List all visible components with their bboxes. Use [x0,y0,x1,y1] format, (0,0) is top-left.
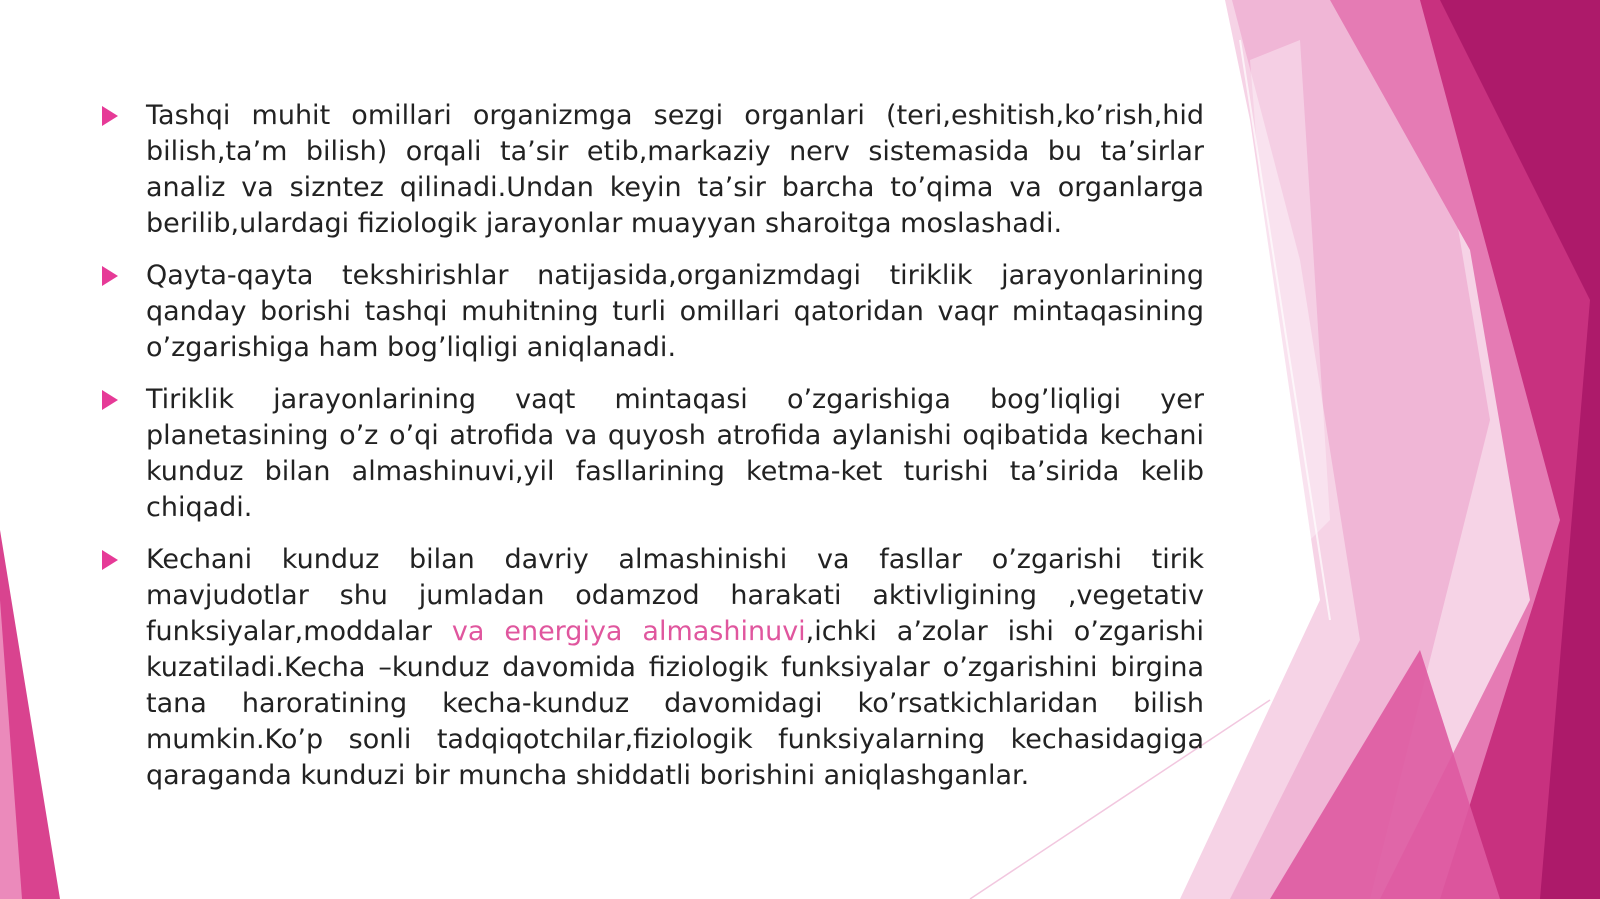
highlighted-text: va energiya almashinuvi [451,616,806,647]
bullet-text-part: ,ichki a’zolar ishi o’zgarishi kuzatiladi.Kecha –kunduz davomida fiziologik funksiyalar o’zgarishini birgina tana haroratining kecha-kunduz davomidagi ko’rsatkichlaridan bilish mumkin.Ko’p sonli tadqiqotchilar,fiziologik funksiyalarning kechasidagiga qaraganda kunduzi bir muncha shiddatli borishini aniqlashganlar. [146,616,1204,791]
triangle-right-icon [102,390,118,410]
bullet-item [100,98,1204,242]
bullet-list [100,98,1204,810]
bullet-text: Qayta-qayta tekshirishlar natijasida,organizmdagi tiriklik jarayonlarining qanday borishi tashqi muhitning turli omillari qatoridan vaqr mintaqasining o’zgarishiga ham bog’liqligi aniqlanadi. [146,260,1204,363]
bullet-text: Tiriklik jarayonlarining vaqt mintaqasi o’zgarishiga bog’liqligi yer planetasining o’z o’qi atrofida va quyosh atrofida aylanishi oqibatida kechani kunduz bilan almashinuvi,yil fasllarining ketma-ket turishi ta’sirida kelib chiqadi. [146,384,1204,523]
bullet-item [100,382,1204,526]
bullet-text [146,542,1204,794]
bullet-text: Tashqi muhit omillari organizmga sezgi organlari (teri,eshitish,ko’rish,hid bilish,ta’m bilish) orqali ta’sir etib,markaziy nerv sistemasida bu ta’sirlar analiz va sizntez qilinadi.Undan keyin ta’sir barcha to’qima va organlarga berilib,ulardagi fiziologik jarayonlar muayyan sharoitga moslashadi. [146,100,1204,239]
bullet-item [100,542,1204,794]
triangle-right-icon [102,550,118,570]
bullet-text-part: Kechani kunduz bilan davriy almashinishi va fasllar o’zgarishi tirik mavjudotlar shu jumladan odamzod harakati aktivligining ,vegetativ funksiyalar,moddalar [146,544,1204,647]
bullet-item [100,258,1204,366]
triangle-right-icon [102,266,118,286]
triangle-right-icon [102,106,118,126]
